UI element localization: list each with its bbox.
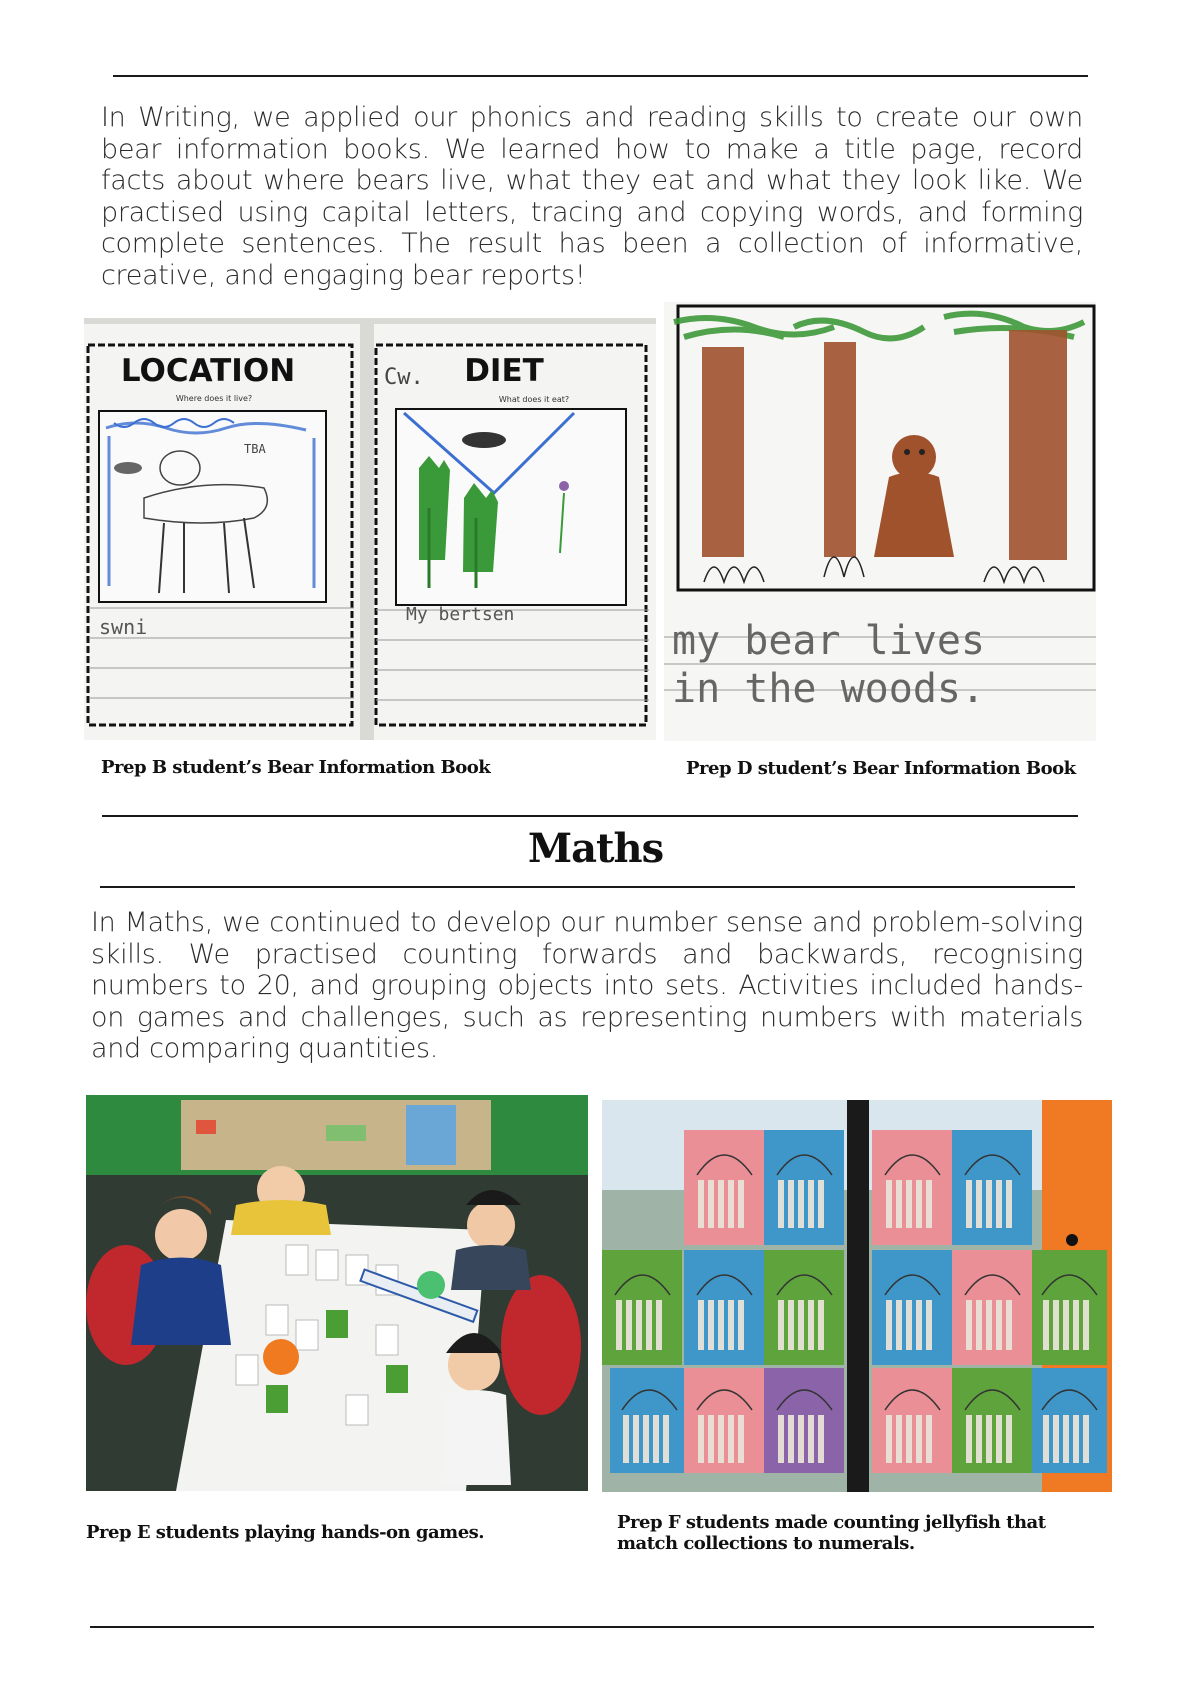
prep-b-bear-book-photo bbox=[84, 318, 656, 740]
diet-scribble: Cw. bbox=[384, 365, 424, 390]
location-handwriting: swni bbox=[99, 615, 148, 639]
writing-paragraph: In Writing, we applied our phonics and reading skills to create our own bear information books. We learned how to make a title page, record facts about where bears live, what they eat and what they look like. We practised using capital letters, tracing and copying words, and forming complete sentences. The result has been a collection of informative, creative, and engaging bear reports! bbox=[101, 102, 1083, 291]
maths-paragraph: In Maths, we continued to develop our number sense and problem-solving skills. We practised counting forwards and backwards, recognising numbers to 20, and grouping objects into sets. Activities included hands-on games and challenges, such as representing numbers with materials and comparing quantities. bbox=[91, 907, 1083, 1064]
prep-f-caption: Prep F students made counting jellyfish that match collections to numerals. bbox=[617, 1512, 1046, 1554]
top-divider bbox=[113, 75, 1088, 77]
prep-f-jellyfish-photo bbox=[602, 1100, 1112, 1492]
prep-d-bear-book-photo bbox=[664, 302, 1096, 741]
diet-title: DIET bbox=[464, 353, 544, 389]
diet-question: What does it eat? bbox=[498, 395, 570, 404]
maths-top-divider bbox=[102, 815, 1078, 817]
prep-b-caption: Prep B student’s Bear Information Book bbox=[101, 757, 491, 778]
location-question: Where does it live? bbox=[175, 394, 253, 403]
prep-d-caption: Prep D student’s Bear Information Book bbox=[686, 758, 1076, 779]
diet-handwriting: My bertsen bbox=[406, 604, 515, 625]
location-title: LOCATION bbox=[120, 353, 296, 389]
prep-d-handwriting-line2: in the woods. bbox=[672, 666, 986, 712]
prep-e-games-photo bbox=[86, 1095, 588, 1491]
bottom-divider bbox=[90, 1626, 1094, 1628]
maths-heading: Maths bbox=[527, 825, 664, 872]
svg-text:TBA: TBA bbox=[244, 442, 266, 456]
prep-d-handwriting-line1: my bear lives bbox=[672, 618, 986, 664]
prep-e-caption: Prep E students playing hands-on games. bbox=[86, 1522, 485, 1543]
maths-bottom-divider bbox=[100, 886, 1075, 888]
